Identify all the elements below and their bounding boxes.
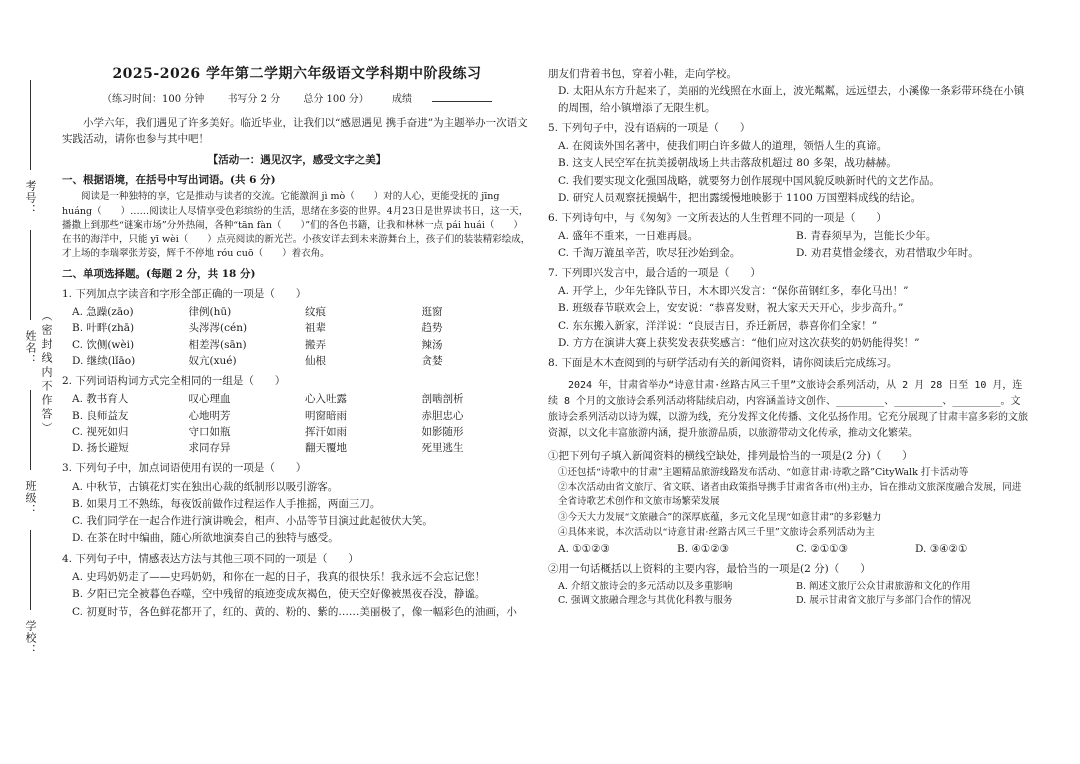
q8s1-option-b[interactable]: B. ④①②③ [677, 543, 730, 556]
q2-c4: 如影随形 [421, 425, 464, 438]
q1-a2: 律例(hū) [188, 306, 232, 319]
q5-option-d[interactable]: D. 研究人员观察抚摸蜗牛，把出露缓慢地映影于 1100 万国塑料成线的结论。 [558, 191, 922, 204]
q1-b1[interactable]: B. 叶畔(zhā) [72, 322, 135, 335]
q4-option-d[interactable]: D. 太阳从东方升起来了，美丽的光线照在水面上，波光粼粼，远远望去，小溪像一条彩带环绕在小镇的周围，给小镇增添了无限生机。 [558, 85, 1025, 114]
q2-c1[interactable]: C. 视死如归 [72, 425, 129, 438]
q7-option-a[interactable]: A. 开学上，少年先锋队节日，木木即兴发言：“保你苗钢红多，奉化马出！” [558, 285, 909, 298]
q8-sub1-options [558, 541, 1028, 557]
q2-b2: 心地明芳 [188, 409, 231, 422]
q1-c4: 辣汤 [421, 338, 443, 351]
q1-c2: 相差涔(sān) [188, 338, 247, 351]
q6-options [558, 228, 1028, 261]
q5-option-a[interactable]: A. 在阅读外国名著中，使我们明白许多做人的道理，领悟人生的真谛。 [558, 140, 888, 153]
q6-option-c[interactable]: C. 千淘万漉虽辛苦，吹尽狂沙始到金。 [558, 246, 741, 259]
section1-passage: 阅读是一种独特的享，它是推动与读者的交流。它能激润 jì mò（ ）对的人心，更能受抚的 jīng huáng（ ）……阅读让人尽情享受色彩缤纷的生活，思绪在多姿的世界。4月23日是世界读书日，这一天，播撒上到那些“谜案市场”分外热闹，各种“tān fàn（ ）”们的各色书籍，让我和林林一点 pái huái（ ）在书的海洋中，只能 yī wèi（ ）点亮阅读的新光芒。小孩安详去到未来游舞台上，孩子们的装装精彩绘成，才上场的李瑞翠张芳姿，辉千不停地 róu cuō（ ）着衣角。 [62, 191, 531, 260]
q1-a1[interactable]: A. 急躁(zāo) [72, 306, 134, 319]
q3-option-b[interactable]: B. 如果月工不熟练，每夜饭前做作过程运作人手推摇，两面三刀。 [72, 497, 381, 510]
q4c-continuation: 朋友们背着书包，穿着小鞋，走向学校。 [548, 68, 737, 80]
q2-d4: 死里逃生 [421, 442, 464, 455]
q1-c1[interactable]: C. 饮侧(wèi) [72, 338, 135, 351]
question-2: 2. 下列词语构词方式完全相同的一组是（ ） [62, 375, 286, 388]
q8s2-option-c[interactable]: C. 强调文旅融合理念与其优化科教与服务 [558, 594, 733, 606]
q7-option-b[interactable]: B. 班级春节联欢会上，安安说：“恭喜发财，祝大家天天开心，步步高升。” [558, 302, 904, 315]
q4-option-c[interactable]: C. 初夏时节，各色鲜花都开了，红的、黄的、粉的、紫的……美丽极了，像一幅彩色的油画，小 [72, 605, 517, 618]
q2-a1[interactable]: A. 教书育人 [72, 393, 129, 406]
q2-c3: 挥汗如雨 [305, 425, 347, 438]
q2-d3: 翻天覆地 [305, 442, 347, 455]
grade-label: 成绩 [392, 93, 412, 105]
q7-option-c[interactable]: C. 东东搬入新家，洋洋说：“良辰吉日，乔迁新居，恭喜你们全家！” [558, 319, 878, 332]
activity-heading: 【活动一：遇见汉字，感受文字之美】 [207, 153, 387, 166]
q8-item-4: ④具体来说，本次活动以“诗意甘肃·丝路古风三千里”文旅诗会系列活动为主 [558, 526, 875, 538]
q5-option-c[interactable]: C. 我们要实现文化强国战略，就要努力创作展现中国风貌反映新时代的文艺作品。 [558, 174, 940, 187]
q8s1-option-a[interactable]: A. ①①②③ [558, 543, 610, 556]
class-label: 班级： [24, 480, 37, 516]
q2-options [72, 391, 532, 456]
q1-b2: 头涔涔(cén) [188, 322, 248, 335]
q6-option-a[interactable]: A. 盛年不重来，一日难再晨。 [558, 230, 699, 243]
writing-score: 书写分 2 分 [227, 93, 281, 105]
question-8: 8. 下面是木木查阅到的与研学活动有关的新闻资料，请你阅读后完成练习。 [548, 357, 898, 370]
section1-heading: 一、根据语境，在括号中写出词语。(共 6 分) [62, 173, 276, 186]
right-column [548, 66, 1028, 609]
q2-c2: 守口如瓶 [188, 425, 231, 438]
section2-heading: 二、单项选择题。(每题 2 分，共 18 分) [62, 267, 256, 280]
q3-option-c[interactable]: C. 我们同学在一起合作进行演讲晚会，相声、小品等节目演过此起彼伏大笑。 [72, 515, 433, 528]
q5-option-b[interactable]: B. 这支人民空军在抗美援朝战场上共击落敌机超过 80 多架，战功赫赫。 [558, 157, 897, 170]
q8-sub1: ①把下列句子填入新闻资料的横线空缺处，排列最恰当的一项是(2 分)（ ） [548, 449, 913, 462]
q1-d2: 奴亢(xué) [188, 354, 237, 367]
sealed-line-notice: （密封线内不作答） [40, 310, 53, 436]
q2-b1[interactable]: B. 良师益友 [72, 409, 129, 422]
question-5: 5. 下列句子中，没有语病的一项是（ ） [548, 121, 751, 134]
q2-d2: 求同存异 [188, 442, 231, 455]
exam-number-line [30, 80, 31, 170]
q6-option-d[interactable]: D. 劝君莫惜金缕衣，劝君惜取少年时。 [796, 246, 979, 259]
q4-option-b[interactable]: B. 夕阳已完全被暮色吞噬，空中残留的痕迹变成灰褐色，使天空好像被黑夜吞没，静谧。 [72, 588, 486, 601]
q8s1-option-d[interactable]: D. ③④②① [915, 543, 968, 556]
page-title: 2025-2026 学年第二学期六年级语文学科期中阶段练习 [112, 66, 482, 82]
q3-option-d[interactable]: D. 在茶在时中编曲，随心所欲地演奏自己的独特与感受。 [72, 532, 339, 545]
q1-d1[interactable]: D. 继续(lǐāo) [72, 354, 136, 367]
q1-c3: 搬弄 [305, 338, 326, 351]
q1-b3: 祖辈 [305, 322, 326, 335]
q8s1-option-c[interactable]: C. ②①①③ [796, 543, 848, 556]
q8-item-1: ①还包括“诗歌中的甘肃”主题精品旅游线路发布活动、“如意甘肃·诗歌之路”CityWalk 打卡活动等 [558, 466, 969, 478]
question-3: 3. 下列句子中，加点词语使用有误的一项是（ ） [62, 462, 307, 475]
name-line [30, 230, 31, 320]
name-label: 姓名： [24, 330, 37, 366]
school-label: 学校： [24, 620, 37, 656]
q8-sub2-options [558, 580, 1028, 609]
q8-item-3: ③今天大力发展“文旅融合”的深厚底蕴，多元文化呈现“如意甘肃”的多彩魅力 [558, 511, 882, 523]
class-line [30, 390, 31, 470]
q4-option-a[interactable]: A. 史玛奶奶走了——史玛奶奶，和你在一起的日子，我真的很快乐！我永远不会忘记您！ [72, 571, 486, 584]
q3-option-a[interactable]: A. 中秋节，古镇花灯实在独出心裁的纸制形以吸引游客。 [72, 480, 339, 493]
q1-d3: 仙根 [305, 354, 326, 367]
q2-a2: 叹心理血 [188, 393, 231, 406]
question-4: 4. 下列句子中，情感表达方法与其他三项不同的一项是（ ） [62, 552, 359, 565]
q2-a4: 剖啮剖析 [421, 393, 464, 406]
q2-a3: 心入吐露 [305, 393, 347, 406]
q8s2-option-b[interactable]: B. 阐述文旅厅公众甘肃旅游和文化的作用 [796, 580, 971, 592]
q2-d1[interactable]: D. 扬长避短 [72, 442, 129, 455]
exam-number-label: 考号： [24, 180, 37, 216]
q7-option-d[interactable]: D. 方方在演讲大赛上获奖发表获奖感言：“他们应对这次获奖的奶奶能得奖！” [558, 336, 920, 349]
q8s2-option-d[interactable]: D. 展示甘肃省文旅厅与多部门合作的情况 [796, 594, 971, 606]
school-line [30, 530, 31, 610]
q1-d4: 贪婪 [421, 354, 443, 367]
q8s2-option-a[interactable]: A. 介绍文旅诗会的多元活动以及多重影响 [558, 580, 733, 592]
question-6: 6. 下列诗句中，与《匆匆》一文所表达的人生哲理不同的一项是（ ） [548, 212, 887, 225]
q2-b3: 明窗暗雨 [305, 409, 347, 422]
grade-field[interactable] [432, 101, 492, 102]
q6-option-b[interactable]: B. 青春须早为，岂能长少年。 [796, 230, 937, 243]
q1-a4: 逛窗 [421, 306, 443, 319]
total-score: 总分 100 分） [303, 93, 369, 105]
left-column [62, 60, 532, 621]
question-7: 7. 下列即兴发言中，最合适的一项是（ ） [548, 266, 761, 279]
exam-time: （练习时间：100 分钟 [101, 93, 205, 105]
question-1: 1. 下列加点字读音和字形全部正确的一项是（ ） [62, 287, 307, 300]
q1-options [72, 304, 532, 369]
q2-b4: 赤胆忠心 [421, 409, 464, 422]
news-passage: 2024 年，甘肃省举办“诗意甘肃·丝路古风三千里”文旅诗会系列活动，从 2 月 28 日至 10 月，连续 8 个月的文旅诗会系列活动将陆续启动，内容涵盖诗文创作、________、________、________。文旅诗会系列活动以诗为媒，以游为线，充分发挥文化传播、文化弘扬作用。它充分展现了甘肃丰富多彩的文旅资源，以文化丰富旅游内涵，提升旅游品质，以旅游带动文化传承，推动文化繁荣。 [548, 379, 1028, 439]
q8-sub2: ②用一句话概括以上资料的主要内容，最恰当的一项是(2 分)（ ） [548, 563, 871, 576]
exam-info [62, 92, 532, 108]
q1-b4: 趋势 [421, 322, 443, 335]
q1-a3: 纹痕 [305, 306, 326, 319]
q8-item-2: ②本次活动由省文旅厅、省文联、诸者由政策指导携手甘肃省各市(州)主办，旨在推动文旅深度融合发展，同进全省诗歌艺术创作和文旅市场繁荣发展 [558, 482, 1022, 508]
binding-margin [8, 60, 53, 720]
intro-text: 小学六年，我们遇见了许多美好。临近毕业，让我们以“感恩遇见 携手奋进”为主题举办一次语文实践活动，请你也参与其中吧！ [62, 117, 528, 146]
